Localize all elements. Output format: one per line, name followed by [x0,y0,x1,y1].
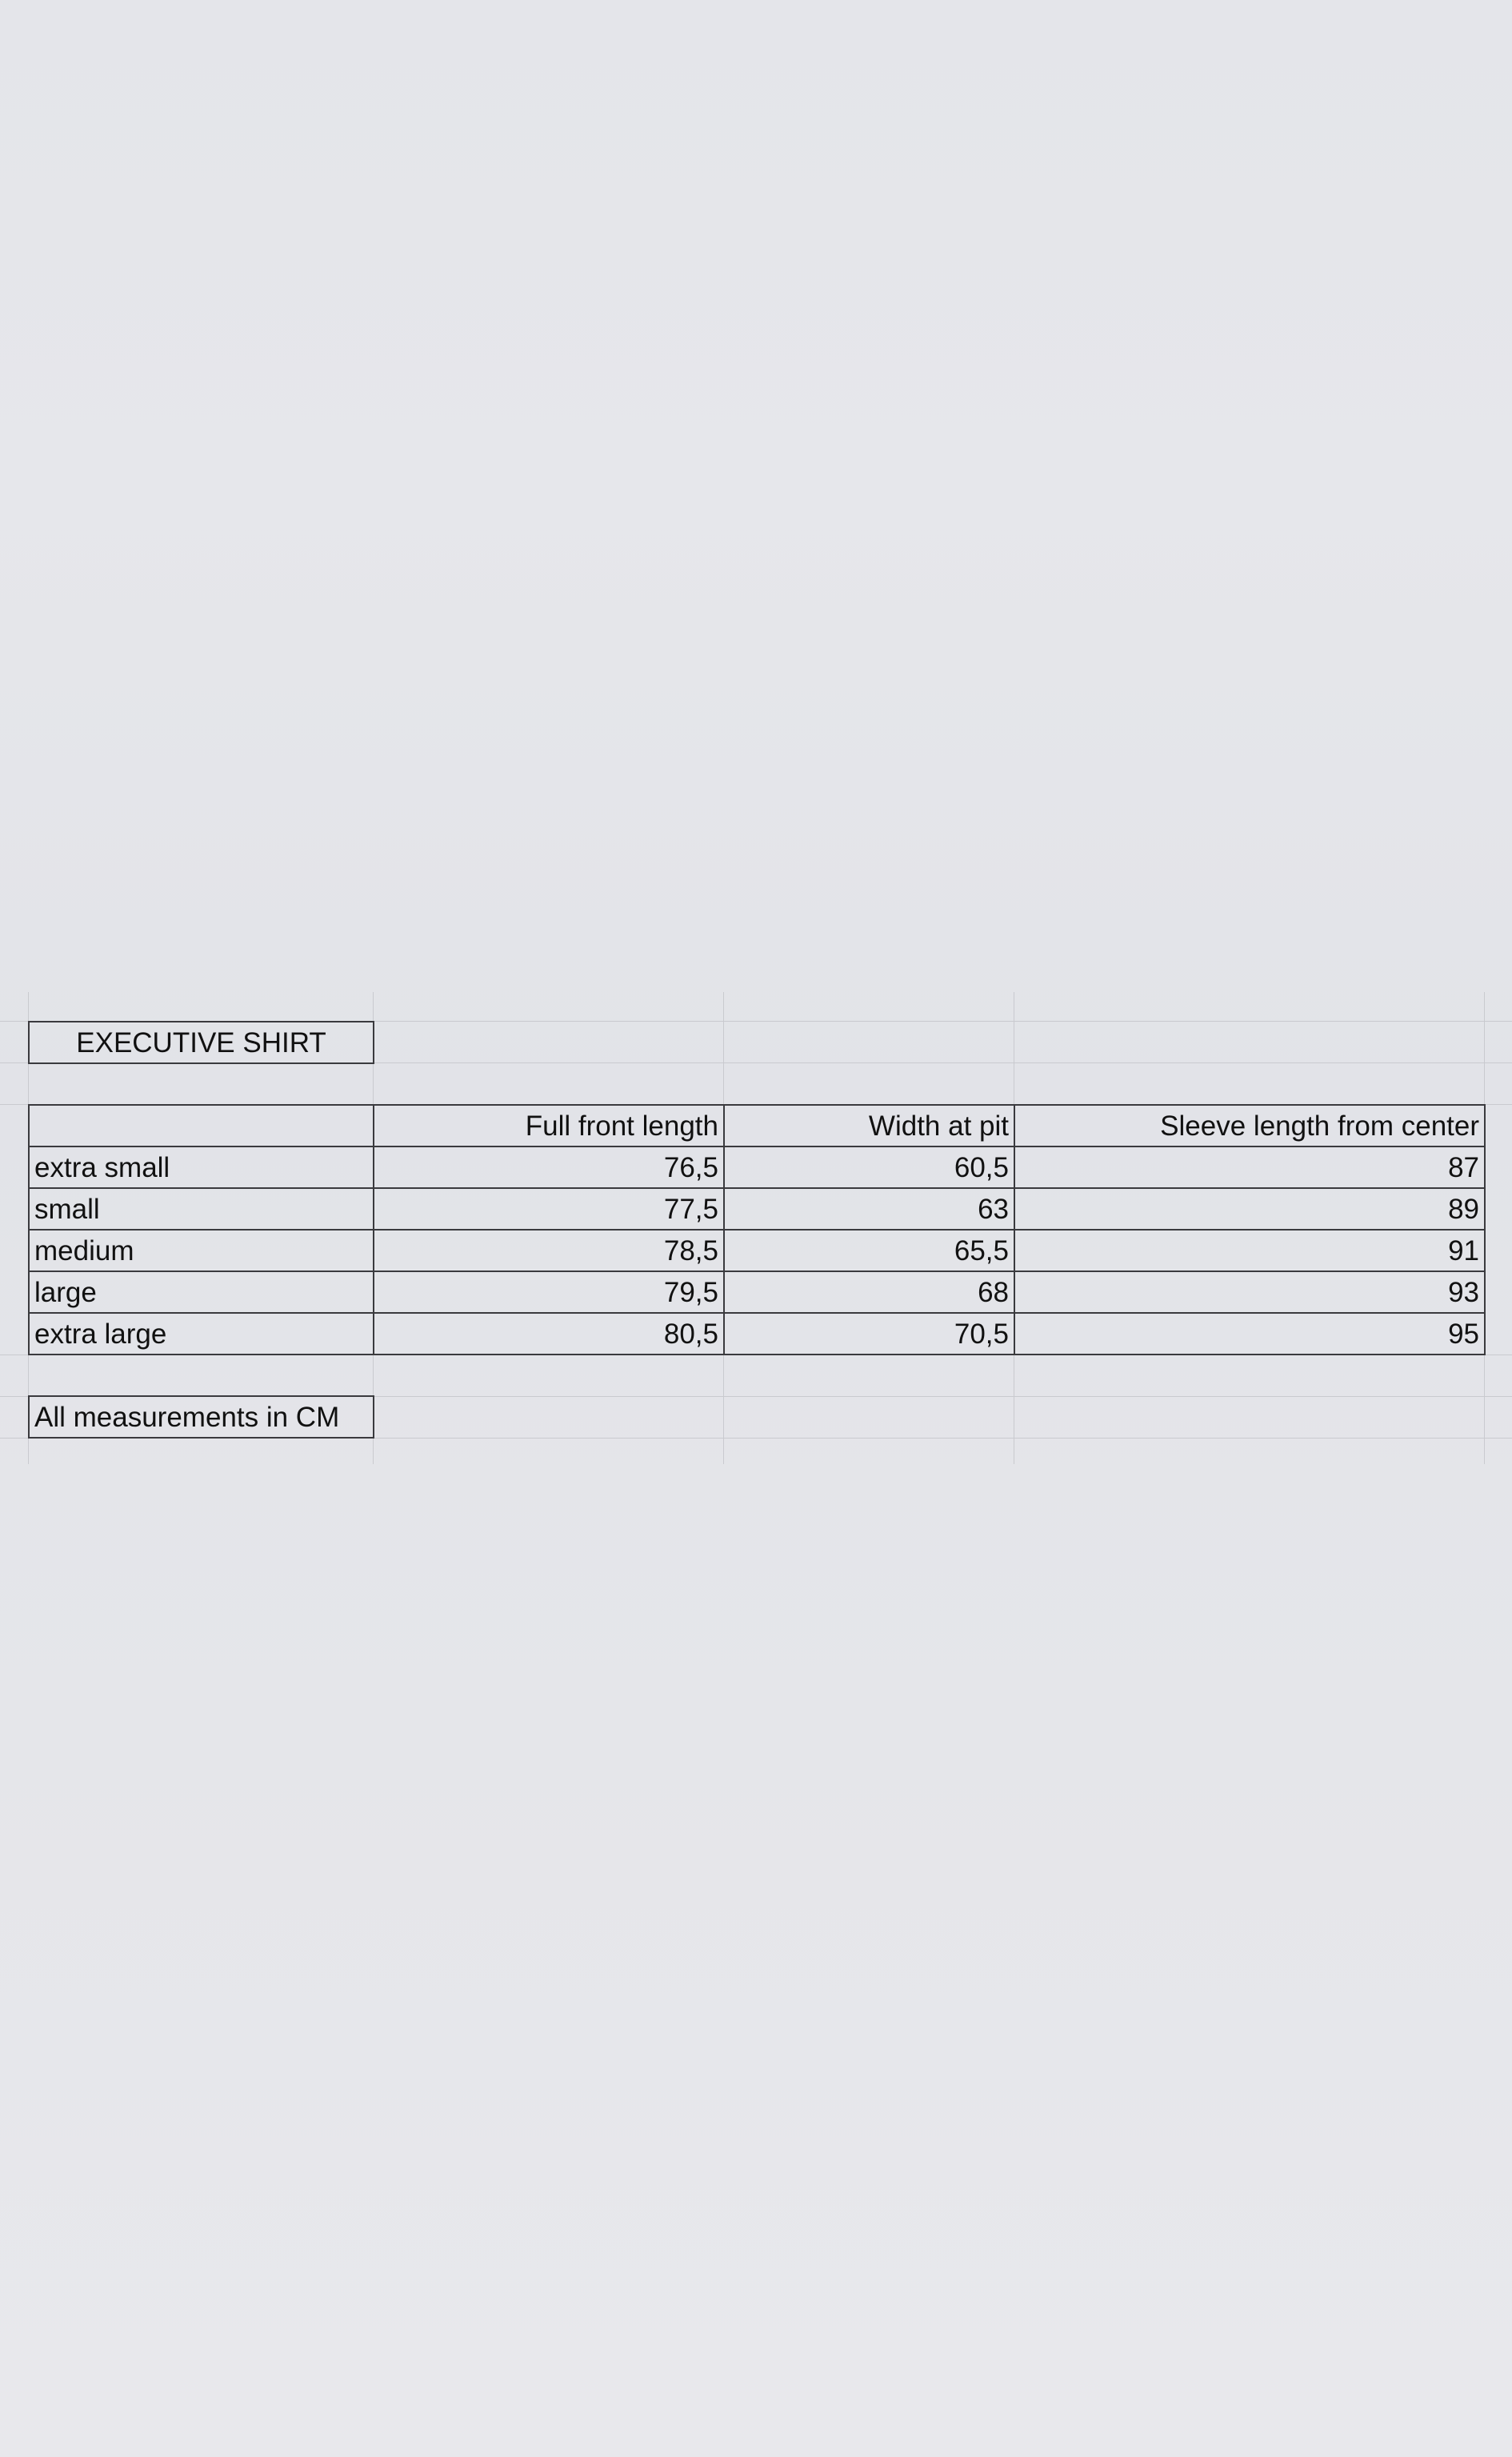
header-cell[interactable] [374,1106,723,1146]
table-cell[interactable] [374,1231,723,1271]
column-header: Width at pit [868,1110,1009,1142]
table-cell[interactable] [30,1189,373,1229]
table-cell[interactable] [30,1314,373,1354]
table-border [28,1354,1486,1355]
table-cell[interactable] [725,1147,1014,1187]
width-at-pit-value: 65,5 [954,1235,1009,1267]
table-cell[interactable] [725,1189,1014,1229]
sleeve-length-value: 89 [1448,1193,1479,1225]
full-front-length-value: 76,5 [663,1151,718,1183]
header-cell[interactable] [1015,1106,1484,1146]
table-cell[interactable] [374,1189,723,1229]
column-header: Sleeve length from center [1160,1110,1479,1142]
table-border [1484,1104,1486,1355]
table-cell[interactable] [374,1272,723,1312]
table-cell[interactable] [1015,1147,1484,1187]
size-label: large [34,1276,97,1308]
width-at-pit-value: 68 [978,1276,1009,1308]
width-at-pit-value: 70,5 [954,1318,1009,1350]
table-cell[interactable] [30,1231,373,1271]
full-front-length-value: 80,5 [663,1318,718,1350]
sleeve-length-value: 95 [1448,1318,1479,1350]
title-cell[interactable] [28,1021,374,1064]
full-front-length-value: 78,5 [663,1235,718,1267]
table-cell[interactable] [1015,1231,1484,1271]
note-cell[interactable] [28,1395,374,1439]
column-header: Full front length [525,1110,718,1142]
table-cell[interactable] [1015,1189,1484,1229]
table-cell[interactable] [1015,1272,1484,1312]
size-label: extra small [34,1151,170,1183]
table-cell[interactable] [725,1272,1014,1312]
header-cell[interactable] [30,1106,373,1146]
table-cell[interactable] [725,1314,1014,1354]
width-at-pit-value: 60,5 [954,1151,1009,1183]
width-at-pit-value: 63 [978,1193,1009,1225]
measurement-note: All measurements in CM [34,1401,340,1433]
table-cell[interactable] [1015,1314,1484,1354]
table-cell[interactable] [374,1314,723,1354]
sleeve-length-value: 93 [1448,1276,1479,1308]
sleeve-length-value: 91 [1448,1235,1479,1267]
full-front-length-value: 79,5 [663,1276,718,1308]
sleeve-length-value: 87 [1448,1151,1479,1183]
table-cell[interactable] [374,1147,723,1187]
full-front-length-value: 77,5 [663,1193,718,1225]
header-cell[interactable] [725,1106,1014,1146]
table-cell[interactable] [30,1147,373,1187]
size-label: extra large [34,1318,167,1350]
table-cell[interactable] [725,1231,1014,1271]
table-cell[interactable] [30,1272,373,1312]
size-label: medium [34,1235,134,1267]
size-label: small [34,1193,100,1225]
page-title: EXECUTIVE SHIRT [76,1026,326,1058]
